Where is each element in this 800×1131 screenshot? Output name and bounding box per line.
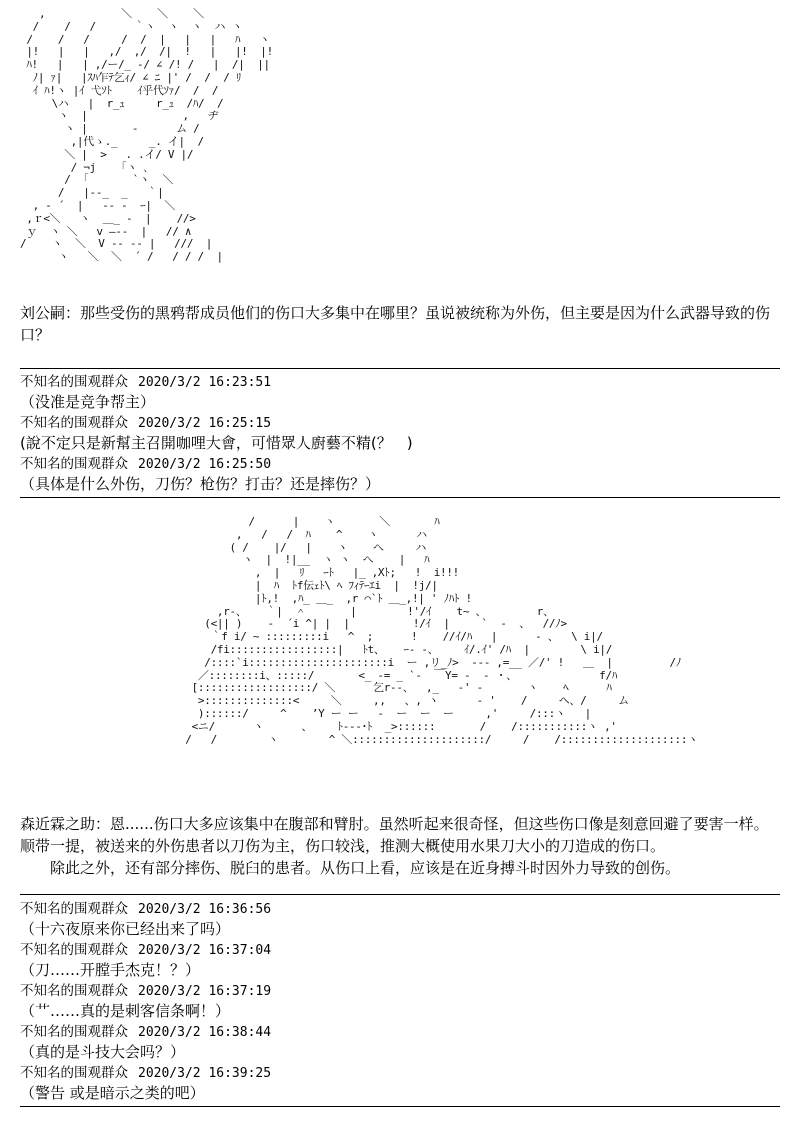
- caption-morichika-rinnosuke: 森近霖之助：恩......伤口大多应该集中在腹部和臂肘。虽然听起来很奇怪，但这些伤口像是刻意回避了要害一样。顺带一提，被送来的外伤患者以刀伤为主，伤口较浅，推测大概使用水果刀大小的刀造成的伤口。 除此之外，还有部分摔伤、脱臼的患者。从伤口上看，应该是在近身搏斗时因外力导致的创伤。: [20, 815, 769, 877]
- comment-timestamp: 2020/3/2 16:36:56: [138, 902, 272, 917]
- comment-author: 不知名的围观群众: [20, 374, 128, 390]
- comment-timestamp: 2020/3/2 16:37:04: [138, 943, 272, 958]
- comment-timestamp: 2020/3/2 16:39:25: [138, 1066, 272, 1081]
- comment-item: [20, 981, 780, 1022]
- ascii-art-character-scene: / | ヽ ＼ ﾊ , / / ﾊ ^ ヽ ハ ( / |/ | ヽ へ ハ ヽ | !|__ ヽ ヽ へ | ﾊ , | ﾘ ｰﾄ |_ ,Xﾄ; ! i!!! | ﾊ ﾄf伝ｪﾄ\ ﾍ ﾌｨﾃｰｴi | !j/| |ﾄ,! ,ﾊ_ ＿_ ,r ⌒`ﾄ ＿_,!| ' ﾉﾊﾄ ! ,r-、 ｀| ＾ | !'/ｲ t~ 、 r、 (<|| ) - ´i ^| | | !/ｲ | ` - 、 //ﾉ> ｀f i/ ~ :::::::::i ^ ; ! //ｲ/ﾊ | - 、 \ i|/ /fi:::::::::::::::::| ﾄt、 ｰ- ‐、 ｲ/.ｲ' /ﾊ | \ i|/ /::::`i::::::::::::::::::::::i ー ,リ_ﾉ> --- ,=__ ／/' ! ＿ | /ﾉ ／::::::::i、:::::/ <_ -= _ `- ￣Y= ‐ ‐ ・、 f/ﾊ [::::::::::::::::::/ ＼ 乞r--、 ,_ ‐' ‐ ヽ ﾍ ﾊ >::::::::::::::< ＼ ,, 、, ヽ ‐ ' / ヘ、/ ム )::::::/ ^ ’Y ー ー ‐ ー ー ー ,' /:::ヽ | <ニ/ ヽ 、 ﾄ---･ﾄ _>:::::: / /:::::::::::ヽ ,' / / ヽ ^ ＼:::::::::::::::::::::/ / /::::::::::::::::::::ヽ: [185, 515, 698, 746]
- comment-text: (說不定只是新幫主召開咖哩大會，可惜眾人廚藝不精(？ ): [20, 434, 413, 452]
- comment-author: 不知名的围观群众: [20, 1065, 128, 1081]
- comment-text: （十六夜原来你已经出来了吗）: [20, 920, 231, 938]
- comment-author: 不知名的围观群众: [20, 983, 128, 999]
- comment-item: [20, 372, 780, 413]
- comment-timestamp: 2020/3/2 16:23:51: [138, 375, 272, 390]
- comment-text: （没准是竞争帮主）: [20, 393, 156, 411]
- comment-author: 不知名的围观群众: [20, 1024, 128, 1040]
- comment-author: 不知名的围观群众: [20, 901, 128, 917]
- ascii-art-character-portrait: , ＼ ＼ ＼ / / / ｀ヽ ヽ ヽ ハ ヽ / / / / / | | | ﾊ ヽ |! | | ,/ ,/ /| ! | |! |! ﾊ! | | ,/ー/_ -/ ∠ /! / | /| || ﾉ| ｧ| |ｽﾊ乍ﾃ乞ｨ/ ∠ ﾆ |' / / / ﾘ ｲ ﾊ!ヽ |ｲ 弋ｿﾄ ｲ乎代ｿｧ/ / / \ハ | r_ｭ r_ｭ /ﾊ/ / ヽ | , ヂ ヽ | - ム / ,|代ゝ._ _. イ| / ＼ | > . .イ/ V |/ / ¬j ｢ヽ ､ / ｢ `ヽ ＼ / |--_ _ ｀| , ‐ ´ | -- ‐ ｰ| ＼ ,ｒ<＼ ヽ ＿_ - | //> ｙ ヽ ＼ v ―-- | // ∧ / ヽ ＼ V -- -- | /// | ヽ ＼ ＼ ´ / / / / |: [20, 7, 273, 264]
- comment-timestamp: 2020/3/2 16:37:19: [138, 984, 272, 999]
- comment-item: [20, 454, 780, 495]
- divider-middle: [20, 497, 780, 498]
- caption-liu-gongsi: 刘公嗣：那些受伤的黑鸦帮成员他们的伤口大多集中在哪里？虽说被统称为外伤，但主要是因为什么武器导致的伤口？: [20, 304, 771, 344]
- comment-item: [20, 1022, 780, 1063]
- comment-author: 不知名的围观群众: [20, 415, 128, 431]
- comment-text: （真的是斗技大会吗？）: [20, 1043, 186, 1061]
- comment-thread-top: [20, 372, 780, 495]
- comment-author: 不知名的围观群众: [20, 942, 128, 958]
- comment-text: （艹……真的是刺客信条啊！）: [20, 1002, 231, 1020]
- divider-bottom: [20, 1106, 780, 1107]
- comment-item: [20, 413, 780, 454]
- comment-text: （具体是什么外伤，刀伤？枪伤？打击？还是摔伤？）: [20, 475, 381, 493]
- divider-lower: [20, 894, 780, 895]
- comment-timestamp: 2020/3/2 16:38:44: [138, 1025, 272, 1040]
- comment-text: （警告 或是暗示之类的吧）: [20, 1084, 205, 1102]
- comment-item: [20, 899, 780, 940]
- comment-item: [20, 940, 780, 981]
- comment-text: （刀……开膛手杰克！？）: [20, 961, 201, 979]
- comment-timestamp: 2020/3/2 16:25:50: [138, 457, 272, 472]
- divider-top: [20, 368, 780, 369]
- comment-timestamp: 2020/3/2 16:25:15: [138, 416, 272, 431]
- comment-thread-bottom: [20, 899, 780, 1104]
- comment-item: [20, 1063, 780, 1104]
- comment-author: 不知名的围观群众: [20, 456, 128, 472]
